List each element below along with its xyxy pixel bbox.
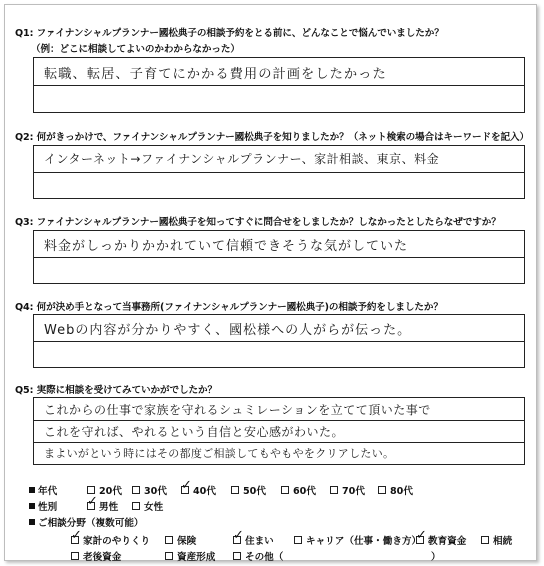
age-option-70[interactable]: 70代 (330, 483, 365, 497)
fields-label: ご相談分野（複数可能） (38, 518, 144, 529)
field-option-retirement[interactable]: 老後資金 (71, 549, 121, 563)
answer-line (34, 442, 524, 443)
age-option-30[interactable]: 30代 (132, 483, 167, 497)
checkbox-icon[interactable] (378, 486, 386, 494)
checkbox-checked-icon[interactable] (87, 502, 95, 510)
checkbox-checked-icon[interactable] (181, 486, 189, 494)
q3-answer-box (33, 230, 525, 284)
field-option-housing[interactable]: ✓ 住まい (233, 533, 274, 547)
gender-label-wrap (29, 499, 57, 513)
q2-answer-box (33, 145, 525, 199)
age-option-20[interactable]: 20代 (87, 483, 122, 497)
q1-title: Q1: ファイナンシャルプランナー國松典子の相談予約をとる前に、どんなことで悩んでいましたか？ (15, 28, 444, 39)
fields-label-wrap (29, 515, 144, 529)
bullet-square-icon (29, 487, 35, 493)
q5-answer-line-2: これを守れば、やれるという自信と安心感がわいた。 (44, 425, 345, 439)
age-label: 年代 (38, 486, 58, 497)
q1-answer-box (33, 57, 525, 113)
age-option-40[interactable]: ✓ 40代 (181, 483, 216, 497)
checkbox-icon[interactable] (481, 536, 489, 544)
q4-answer: Webの内容が分かりやすく、國松様への人がらが伝った。 (44, 323, 412, 338)
answer-line (34, 420, 524, 421)
age-option-80[interactable]: 80代 (378, 483, 413, 497)
field-option-career[interactable]: キャリア（仕事・働き方） (294, 533, 421, 547)
q5-answer-line-3: まよいがという時にはその都度ご相談してもやもやをクリアしたい。 (44, 447, 395, 460)
q5-title: Q5: 実際に相談を受けてみていかがでしたか？ (15, 385, 217, 396)
field-option-insurance[interactable]: 保険 (165, 533, 196, 547)
checkbox-icon[interactable] (165, 536, 173, 544)
age-option-50[interactable]: 50代 (231, 483, 266, 497)
gender-option-female[interactable]: 女性 (132, 499, 163, 513)
checkbox-icon[interactable] (330, 486, 338, 494)
bullet-square-icon (29, 503, 35, 509)
checkbox-checked-icon[interactable] (416, 536, 424, 544)
answer-line (34, 257, 524, 258)
answer-line (34, 341, 524, 342)
q2-answer: インターネット→ファイナンシャルプランナー、家計相談、東京、料金 (44, 152, 440, 166)
field-option-inheritance[interactable]: 相続 (481, 533, 512, 547)
bullet-square-icon (29, 519, 35, 525)
field-option-other[interactable]: その他（ (233, 549, 283, 563)
q3-title: Q3: ファイナンシャルプランナー國松典子を知ってすぐに問合せをしましたか？しなかったとしたらなぜですか？ (15, 217, 501, 228)
answer-line (34, 172, 524, 173)
age-option-60[interactable]: 60代 (281, 483, 316, 497)
q5-answer-box (33, 397, 525, 465)
q5-answer-line-1: これからの仕事で家族を守れるシュミレーションを立てて頂いた事で (44, 403, 431, 417)
q4-answer-box (33, 314, 525, 368)
checkbox-icon[interactable] (132, 486, 140, 494)
checkbox-icon[interactable] (231, 486, 239, 494)
checkbox-icon[interactable] (132, 502, 140, 510)
survey-sheet (4, 4, 537, 561)
checkbox-checked-icon[interactable] (233, 536, 241, 544)
gender-option-male[interactable]: ✓ 男性 (87, 499, 118, 513)
q1-subtitle: （例：どこに相談してよいのかわからなかった） (31, 44, 240, 55)
checkbox-icon[interactable] (233, 552, 241, 560)
checkbox-icon[interactable] (71, 552, 79, 560)
q2-title: Q2: 何がきっかけで、ファイナンシャルプランナー國松典子を知りましたか？（ネット検索の場合はキーワードを記入） (15, 132, 529, 143)
q3-answer: 料金がしっかりかかれていて信頼できそうな気がしていた (44, 239, 409, 254)
field-option-household[interactable]: ✓ 家計のやりくり (71, 533, 150, 547)
checkbox-icon[interactable] (87, 486, 95, 494)
field-option-assets[interactable]: 資産形成 (165, 549, 215, 563)
answer-line (34, 85, 524, 86)
checkbox-icon[interactable] (165, 552, 173, 560)
gender-label: 性別 (38, 502, 58, 513)
field-option-education[interactable]: ✓ 教育資金 (416, 533, 466, 547)
q1-answer: 転職、転居、子育てにかかる費用の計画をしたかった (44, 67, 387, 82)
age-label-wrap (29, 483, 57, 497)
checkbox-icon[interactable] (294, 536, 302, 544)
q4-title: Q4: 何が決め手となって当事務所(ファイナンシャルプランナー國松典子)の相談予約をしましたか？ (15, 302, 443, 313)
checkbox-icon[interactable] (281, 486, 289, 494)
field-other-close-paren: ） (431, 552, 441, 563)
checkbox-checked-icon[interactable] (71, 536, 79, 544)
